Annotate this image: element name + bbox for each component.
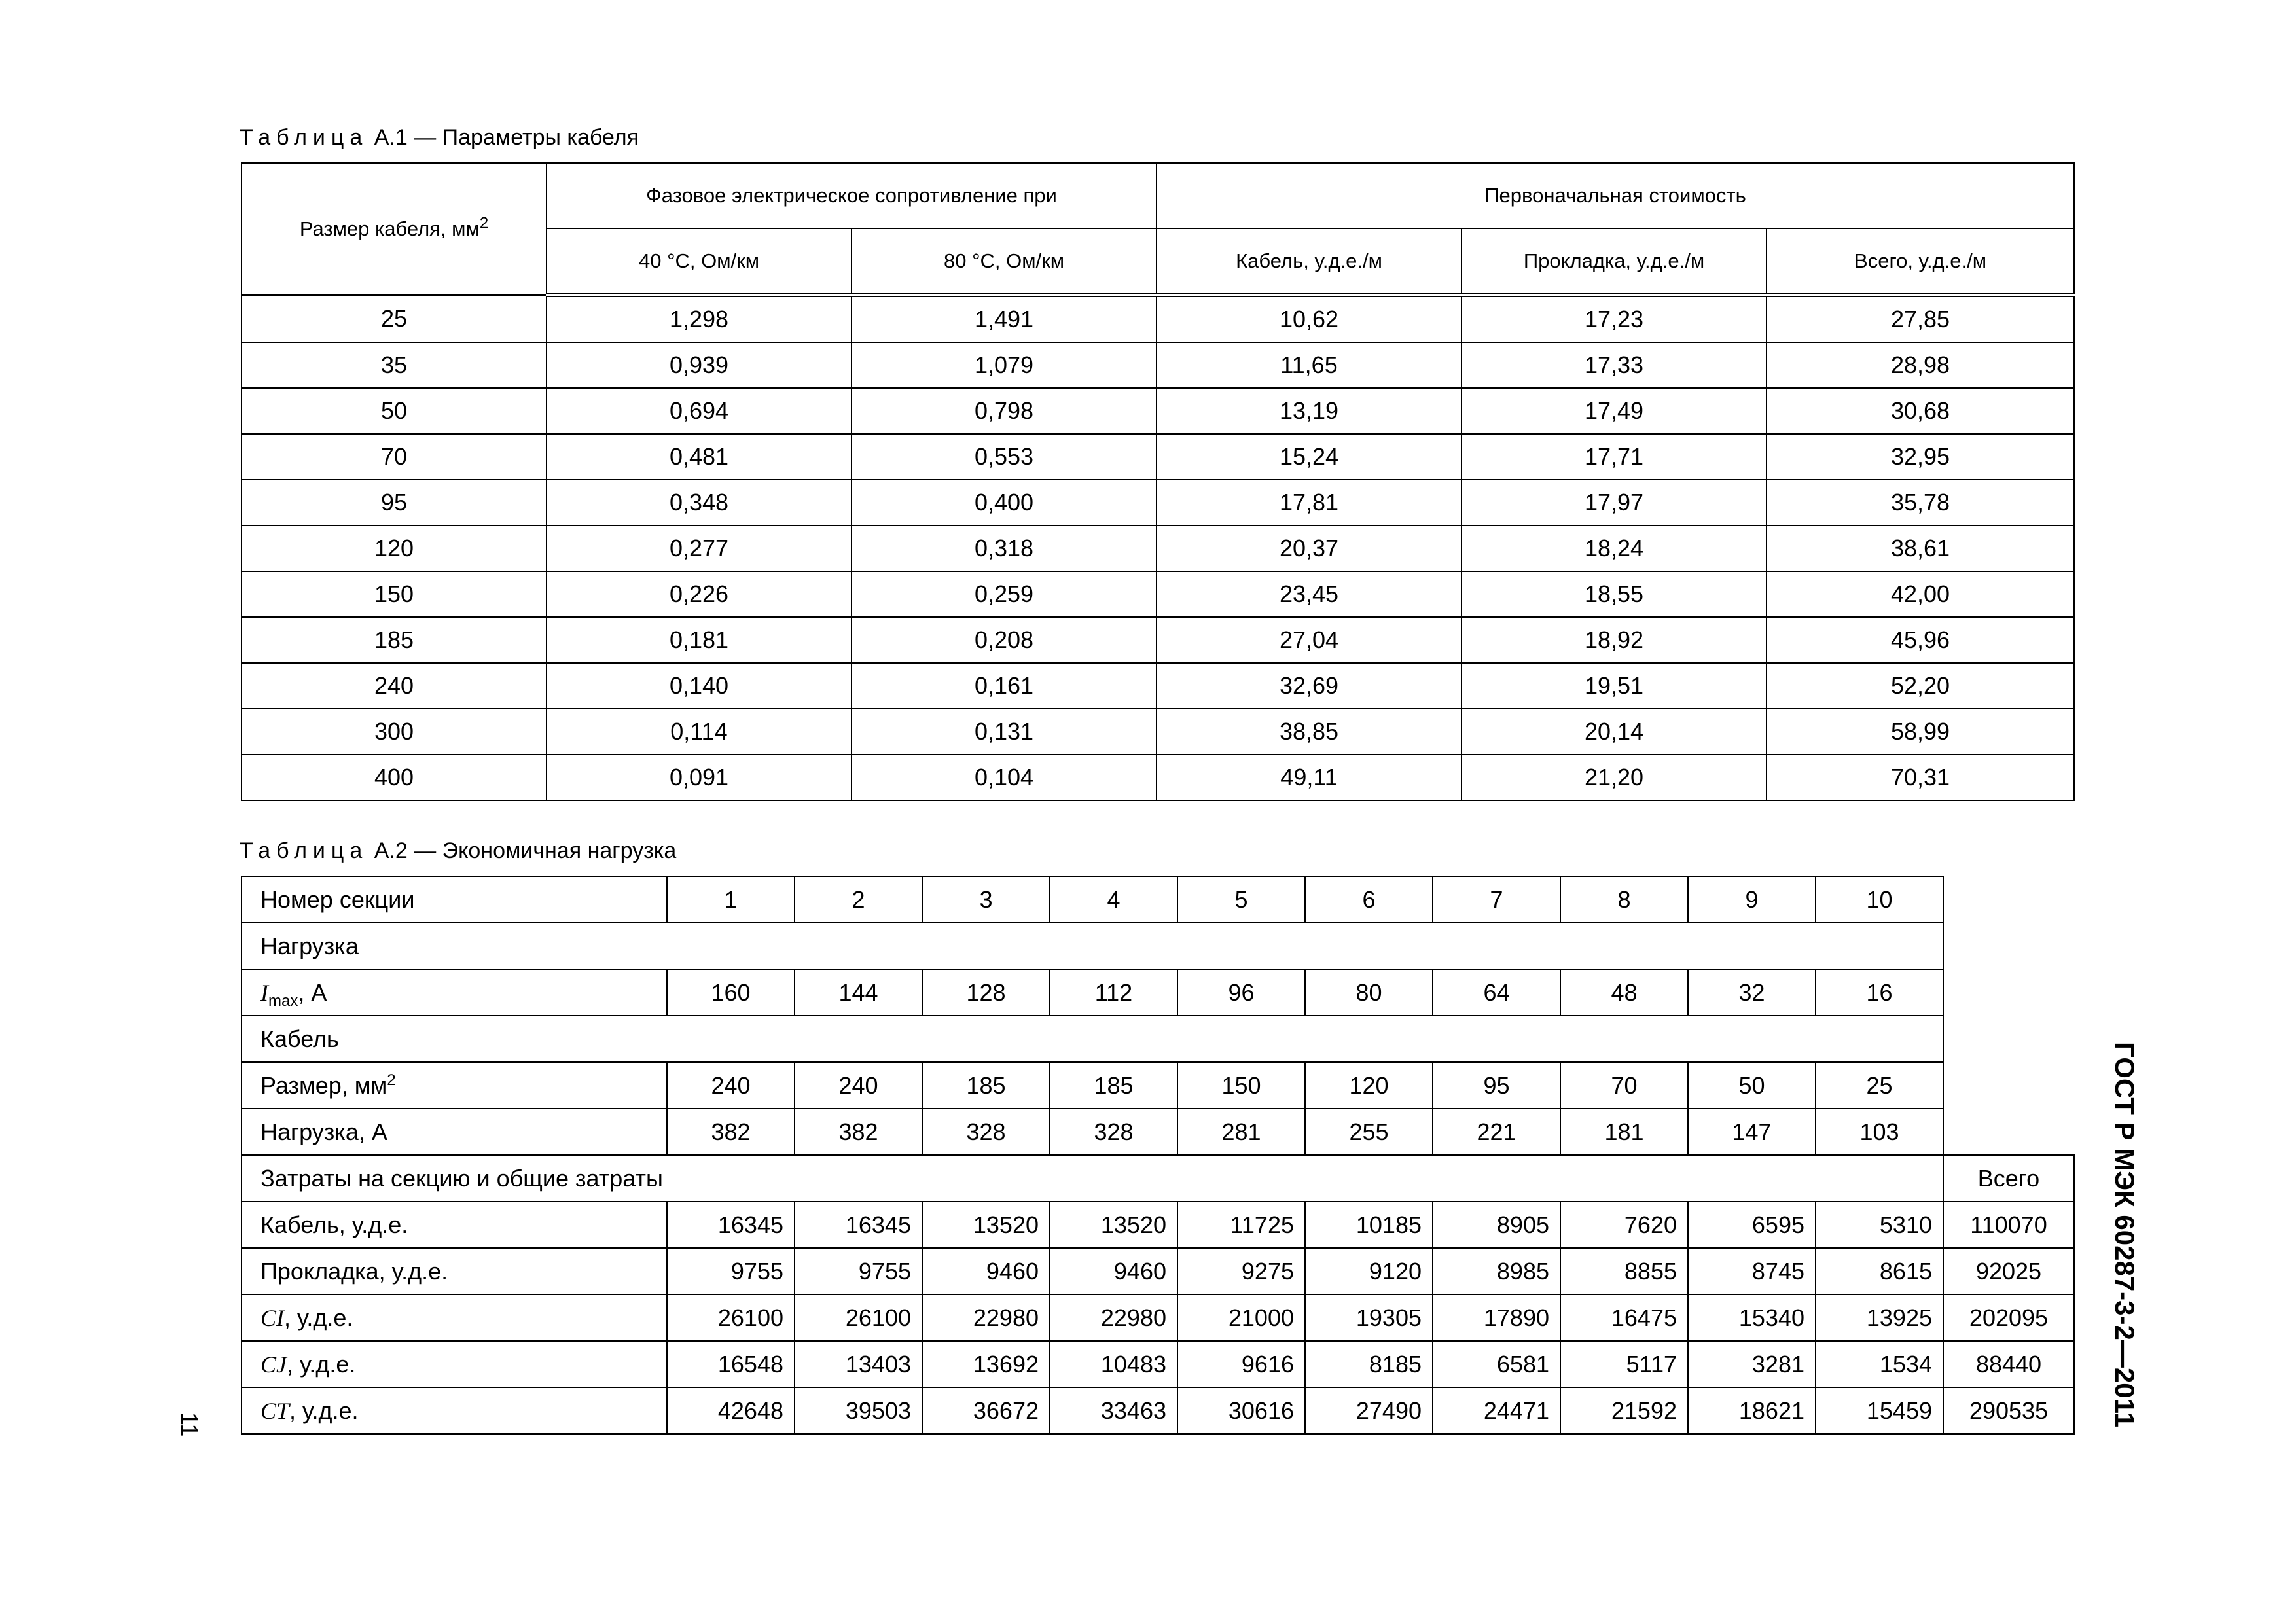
imax-value: 112 bbox=[1050, 969, 1177, 1016]
cell-r40: 0,226 bbox=[547, 571, 852, 617]
cost-value: 24471 bbox=[1433, 1387, 1560, 1434]
size-value: 185 bbox=[1050, 1062, 1177, 1109]
cost-row-label bbox=[242, 1248, 667, 1294]
table-a1-caption bbox=[240, 125, 639, 151]
imax-value: 160 bbox=[667, 969, 795, 1016]
cell-laying-cost: 17,97 bbox=[1462, 480, 1767, 526]
cost-row-label bbox=[242, 1202, 667, 1248]
table-row bbox=[242, 617, 2074, 663]
cost-value: 13403 bbox=[795, 1341, 922, 1387]
cell-laying-cost: 18,55 bbox=[1462, 571, 1767, 617]
cell-total-cost: 52,20 bbox=[1767, 663, 2074, 709]
load-value: 181 bbox=[1560, 1109, 1688, 1155]
cell-r80: 0,318 bbox=[852, 526, 1157, 571]
cell-r80: 0,131 bbox=[852, 709, 1157, 755]
cell-cable-size: 185 bbox=[242, 617, 547, 663]
cost-value: 5310 bbox=[1816, 1202, 1943, 1248]
size-value: 185 bbox=[922, 1062, 1050, 1109]
table-a2-caption-title: А.2 — Экономичная нагрузка bbox=[368, 838, 677, 863]
table-row bbox=[242, 571, 2074, 617]
cost-value: 21592 bbox=[1560, 1387, 1688, 1434]
row-costs-header bbox=[242, 1155, 2074, 1202]
cost-value: 22980 bbox=[922, 1294, 1050, 1341]
load-value: 103 bbox=[1816, 1109, 1943, 1155]
cell-laying-cost: 21,20 bbox=[1462, 755, 1767, 800]
cell-r40: 0,939 bbox=[547, 342, 852, 388]
cell-total-cost: 27,85 bbox=[1767, 295, 2074, 342]
load-value: 221 bbox=[1433, 1109, 1560, 1155]
cost-label-text: , у.д.е. bbox=[289, 1397, 359, 1424]
cell-r80: 0,104 bbox=[852, 755, 1157, 800]
size-value: 150 bbox=[1177, 1062, 1305, 1109]
size-value: 50 bbox=[1688, 1062, 1816, 1109]
cost-value: 9275 bbox=[1177, 1248, 1305, 1294]
cell-r40: 0,181 bbox=[547, 617, 852, 663]
cost-row-label bbox=[242, 1387, 667, 1434]
cost-value: 5117 bbox=[1560, 1341, 1688, 1387]
cell-total-cost: 70,31 bbox=[1767, 755, 2074, 800]
header-total-cost: Всего, у.д.е./м bbox=[1767, 228, 2074, 295]
cell-r80: 0,161 bbox=[852, 663, 1157, 709]
cost-label-symbol: C bbox=[260, 1397, 277, 1424]
cost-value: 9120 bbox=[1305, 1248, 1433, 1294]
table-a2-caption bbox=[240, 838, 676, 864]
load-value: 255 bbox=[1305, 1109, 1433, 1155]
cell-cable-cost: 11,65 bbox=[1157, 342, 1462, 388]
cell-cable-cost: 49,11 bbox=[1157, 755, 1462, 800]
cost-value: 16548 bbox=[667, 1341, 795, 1387]
cost-value: 26100 bbox=[795, 1294, 922, 1341]
cost-value: 1534 bbox=[1816, 1341, 1943, 1387]
cable-group-header: Кабель bbox=[242, 1016, 1943, 1062]
cell-cable-cost: 38,85 bbox=[1157, 709, 1462, 755]
cost-label-text: Кабель, у.д.е. bbox=[260, 1211, 408, 1238]
load-value: 281 bbox=[1177, 1109, 1305, 1155]
section-number: 5 bbox=[1177, 876, 1305, 923]
imax-value: 16 bbox=[1816, 969, 1943, 1016]
table-a1-cable-parameters bbox=[241, 162, 2075, 801]
table-row bbox=[242, 663, 2074, 709]
cell-cable-cost: 13,19 bbox=[1157, 388, 1462, 434]
cell-cable-size: 240 bbox=[242, 663, 547, 709]
cell-cable-cost: 17,81 bbox=[1157, 480, 1462, 526]
cost-value: 22980 bbox=[1050, 1294, 1177, 1341]
cost-value: 6595 bbox=[1688, 1202, 1816, 1248]
load-label: Нагрузка, А bbox=[242, 1109, 667, 1155]
header-cable-size-sup: 2 bbox=[479, 214, 489, 232]
cost-value: 21000 bbox=[1177, 1294, 1305, 1341]
cost-label-subscript-letter: J bbox=[276, 1351, 287, 1378]
row-cable-header bbox=[242, 1016, 2074, 1062]
cost-value: 8615 bbox=[1816, 1248, 1943, 1294]
load-value: 382 bbox=[667, 1109, 795, 1155]
load-value: 147 bbox=[1688, 1109, 1816, 1155]
cost-value: 27490 bbox=[1305, 1387, 1433, 1434]
imax-value: 32 bbox=[1688, 969, 1816, 1016]
section-number: 2 bbox=[795, 876, 922, 923]
row-load bbox=[242, 1109, 2074, 1155]
cost-value: 8855 bbox=[1560, 1248, 1688, 1294]
cell-laying-cost: 17,71 bbox=[1462, 434, 1767, 480]
section-number: 3 bbox=[922, 876, 1050, 923]
row-imax bbox=[242, 969, 2074, 1016]
cell-cable-size: 400 bbox=[242, 755, 547, 800]
cost-value: 7620 bbox=[1560, 1202, 1688, 1248]
cost-value: 16475 bbox=[1560, 1294, 1688, 1341]
table-row bbox=[242, 480, 2074, 526]
cost-value: 18621 bbox=[1688, 1387, 1816, 1434]
cost-row bbox=[242, 1294, 2074, 1341]
cost-value: 15340 bbox=[1688, 1294, 1816, 1341]
header-cost-group: Первоначальная стоимость bbox=[1157, 163, 2074, 228]
cost-row bbox=[242, 1248, 2074, 1294]
cost-value: 10483 bbox=[1050, 1341, 1177, 1387]
size-label-text: Размер, мм bbox=[260, 1071, 387, 1099]
section-number: 10 bbox=[1816, 876, 1943, 923]
cost-row bbox=[242, 1202, 2074, 1248]
cost-label-text: , у.д.е. bbox=[284, 1304, 353, 1331]
cost-row-label bbox=[242, 1294, 667, 1341]
header-cable-cost: Кабель, у.д.е./м bbox=[1157, 228, 1462, 295]
empty-cell bbox=[1943, 1016, 2074, 1062]
cost-value: 36672 bbox=[922, 1387, 1050, 1434]
cost-value: 6581 bbox=[1433, 1341, 1560, 1387]
size-value: 240 bbox=[667, 1062, 795, 1109]
cell-total-cost: 32,95 bbox=[1767, 434, 2074, 480]
table-a1-caption-lead: Таблица bbox=[240, 125, 368, 150]
cell-total-cost: 35,78 bbox=[1767, 480, 2074, 526]
cost-value: 8905 bbox=[1433, 1202, 1560, 1248]
load-value: 328 bbox=[922, 1109, 1050, 1155]
section-number: 9 bbox=[1688, 876, 1816, 923]
cell-r80: 0,208 bbox=[852, 617, 1157, 663]
cost-row-label bbox=[242, 1341, 667, 1387]
table-row bbox=[242, 755, 2074, 800]
cell-r80: 1,491 bbox=[852, 295, 1157, 342]
table-row bbox=[242, 434, 2074, 480]
size-value: 70 bbox=[1560, 1062, 1688, 1109]
cell-r80: 1,079 bbox=[852, 342, 1157, 388]
cost-label-subscript-letter: T bbox=[276, 1397, 290, 1424]
imax-label bbox=[242, 969, 667, 1016]
row-load-header bbox=[242, 923, 2074, 969]
cost-label-text: Прокладка, у.д.е. bbox=[260, 1257, 448, 1285]
cost-value: 15459 bbox=[1816, 1387, 1943, 1434]
cost-value: 16345 bbox=[667, 1202, 795, 1248]
table-a2-caption-lead: Таблица bbox=[240, 838, 368, 863]
header-r80: 80 °С, Ом/км bbox=[852, 228, 1157, 295]
cell-cable-cost: 23,45 bbox=[1157, 571, 1462, 617]
size-value: 95 bbox=[1433, 1062, 1560, 1109]
page-number: 11 bbox=[176, 1412, 203, 1437]
empty-cell bbox=[1943, 969, 2074, 1016]
cell-r40: 0,348 bbox=[547, 480, 852, 526]
imax-unit: , А bbox=[298, 978, 327, 1006]
imax-value: 64 bbox=[1433, 969, 1560, 1016]
cell-r80: 0,553 bbox=[852, 434, 1157, 480]
load-value: 328 bbox=[1050, 1109, 1177, 1155]
cost-value: 16345 bbox=[795, 1202, 922, 1248]
cell-cable-cost: 32,69 bbox=[1157, 663, 1462, 709]
cell-laying-cost: 20,14 bbox=[1462, 709, 1767, 755]
cell-cable-cost: 10,62 bbox=[1157, 295, 1462, 342]
cost-value: 39503 bbox=[795, 1387, 922, 1434]
section-number-label: Номер секции bbox=[242, 876, 667, 923]
cell-cable-size: 50 bbox=[242, 388, 547, 434]
load-group-header: Нагрузка bbox=[242, 923, 1943, 969]
empty-cell bbox=[1943, 1062, 2074, 1109]
size-value: 240 bbox=[795, 1062, 922, 1109]
cost-value: 42648 bbox=[667, 1387, 795, 1434]
row-size bbox=[242, 1062, 2074, 1109]
section-number: 1 bbox=[667, 876, 795, 923]
cell-r40: 0,481 bbox=[547, 434, 852, 480]
cell-total-cost: 28,98 bbox=[1767, 342, 2074, 388]
size-value: 25 bbox=[1816, 1062, 1943, 1109]
cell-r80: 0,400 bbox=[852, 480, 1157, 526]
imax-value: 96 bbox=[1177, 969, 1305, 1016]
cell-cable-size: 25 bbox=[242, 295, 547, 342]
empty-cell bbox=[1943, 923, 2074, 969]
cost-total: 202095 bbox=[1943, 1294, 2074, 1341]
cost-value: 33463 bbox=[1050, 1387, 1177, 1434]
table-a2-body bbox=[242, 876, 2074, 1434]
cost-value: 9755 bbox=[667, 1248, 795, 1294]
cell-cable-cost: 15,24 bbox=[1157, 434, 1462, 480]
header-laying-cost: Прокладка, у.д.е./м bbox=[1462, 228, 1767, 295]
section-number: 8 bbox=[1560, 876, 1688, 923]
cost-value: 8185 bbox=[1305, 1341, 1433, 1387]
cost-value: 9460 bbox=[1050, 1248, 1177, 1294]
section-number: 7 bbox=[1433, 876, 1560, 923]
imax-value: 128 bbox=[922, 969, 1050, 1016]
table-row bbox=[242, 342, 2074, 388]
cost-label-text: , у.д.е. bbox=[287, 1350, 356, 1378]
cost-label-symbol: C bbox=[260, 1304, 277, 1331]
cost-value: 9755 bbox=[795, 1248, 922, 1294]
cell-laying-cost: 18,92 bbox=[1462, 617, 1767, 663]
cell-laying-cost: 17,49 bbox=[1462, 388, 1767, 434]
header-resistance-group: Фазовое электрическое сопротивление при bbox=[547, 163, 1157, 228]
cell-cable-size: 300 bbox=[242, 709, 547, 755]
table-row bbox=[242, 295, 2074, 342]
cost-total: 88440 bbox=[1943, 1341, 2074, 1387]
cell-r40: 1,298 bbox=[547, 295, 852, 342]
cell-cable-size: 150 bbox=[242, 571, 547, 617]
cost-value: 11725 bbox=[1177, 1202, 1305, 1248]
cost-value: 8745 bbox=[1688, 1248, 1816, 1294]
empty-cell bbox=[1943, 876, 2074, 923]
cost-value: 30616 bbox=[1177, 1387, 1305, 1434]
cell-total-cost: 58,99 bbox=[1767, 709, 2074, 755]
cell-cable-size: 35 bbox=[242, 342, 547, 388]
cell-laying-cost: 18,24 bbox=[1462, 526, 1767, 571]
document-code: ГОСТ Р МЭК 60287-3-2—2011 bbox=[2109, 1042, 2140, 1427]
header-cable-size bbox=[242, 163, 547, 295]
cell-cable-cost: 20,37 bbox=[1157, 526, 1462, 571]
cost-value: 13692 bbox=[922, 1341, 1050, 1387]
cell-laying-cost: 17,33 bbox=[1462, 342, 1767, 388]
section-number: 4 bbox=[1050, 876, 1177, 923]
cost-value: 13520 bbox=[1050, 1202, 1177, 1248]
size-label-sup: 2 bbox=[387, 1071, 396, 1089]
imax-symbol: I bbox=[260, 979, 268, 1006]
cost-total: 92025 bbox=[1943, 1248, 2074, 1294]
size-value: 120 bbox=[1305, 1062, 1433, 1109]
costs-group-header: Затраты на секцию и общие затраты bbox=[242, 1155, 1943, 1202]
row-section-numbers bbox=[242, 876, 2074, 923]
cell-cable-cost: 27,04 bbox=[1157, 617, 1462, 663]
cell-r40: 0,091 bbox=[547, 755, 852, 800]
cost-label-subscript-letter: I bbox=[276, 1304, 285, 1331]
load-value: 382 bbox=[795, 1109, 922, 1155]
cell-cable-size: 95 bbox=[242, 480, 547, 526]
cell-r40: 0,140 bbox=[547, 663, 852, 709]
cell-total-cost: 45,96 bbox=[1767, 617, 2074, 663]
section-number: 6 bbox=[1305, 876, 1433, 923]
imax-value: 48 bbox=[1560, 969, 1688, 1016]
cell-laying-cost: 17,23 bbox=[1462, 295, 1767, 342]
cost-label-symbol: C bbox=[260, 1351, 277, 1378]
table-a1-caption-title: А.1 — Параметры кабеля bbox=[368, 125, 639, 150]
table-a1-body bbox=[242, 295, 2074, 800]
cost-value: 3281 bbox=[1688, 1341, 1816, 1387]
cost-value: 9460 bbox=[922, 1248, 1050, 1294]
cost-row bbox=[242, 1387, 2074, 1434]
table-row bbox=[242, 709, 2074, 755]
cost-row bbox=[242, 1341, 2074, 1387]
table-row bbox=[242, 526, 2074, 571]
header-cable-size-text: Размер кабеля, мм bbox=[299, 217, 480, 240]
header-r40: 40 °С, Ом/км bbox=[547, 228, 852, 295]
cell-cable-size: 70 bbox=[242, 434, 547, 480]
cell-laying-cost: 19,51 bbox=[1462, 663, 1767, 709]
cost-value: 17890 bbox=[1433, 1294, 1560, 1341]
cost-value: 13520 bbox=[922, 1202, 1050, 1248]
cost-value: 19305 bbox=[1305, 1294, 1433, 1341]
cell-r80: 0,259 bbox=[852, 571, 1157, 617]
cell-total-cost: 42,00 bbox=[1767, 571, 2074, 617]
cost-value: 10185 bbox=[1305, 1202, 1433, 1248]
cell-r40: 0,114 bbox=[547, 709, 852, 755]
cost-value: 8985 bbox=[1433, 1248, 1560, 1294]
imax-value: 80 bbox=[1305, 969, 1433, 1016]
cell-r80: 0,798 bbox=[852, 388, 1157, 434]
table-row bbox=[242, 388, 2074, 434]
imax-value: 144 bbox=[795, 969, 922, 1016]
cost-value: 13925 bbox=[1816, 1294, 1943, 1341]
size-label bbox=[242, 1062, 667, 1109]
cost-total: 110070 bbox=[1943, 1202, 2074, 1248]
total-header: Всего bbox=[1943, 1155, 2074, 1202]
empty-cell bbox=[1943, 1109, 2074, 1155]
cost-value: 26100 bbox=[667, 1294, 795, 1341]
cost-total: 290535 bbox=[1943, 1387, 2074, 1434]
imax-subscript: max bbox=[268, 991, 298, 1010]
table-a2-economic-load bbox=[241, 876, 2075, 1435]
cell-cable-size: 120 bbox=[242, 526, 547, 571]
cell-r40: 0,277 bbox=[547, 526, 852, 571]
cell-total-cost: 30,68 bbox=[1767, 388, 2074, 434]
cell-r40: 0,694 bbox=[547, 388, 852, 434]
cell-total-cost: 38,61 bbox=[1767, 526, 2074, 571]
cost-value: 9616 bbox=[1177, 1341, 1305, 1387]
